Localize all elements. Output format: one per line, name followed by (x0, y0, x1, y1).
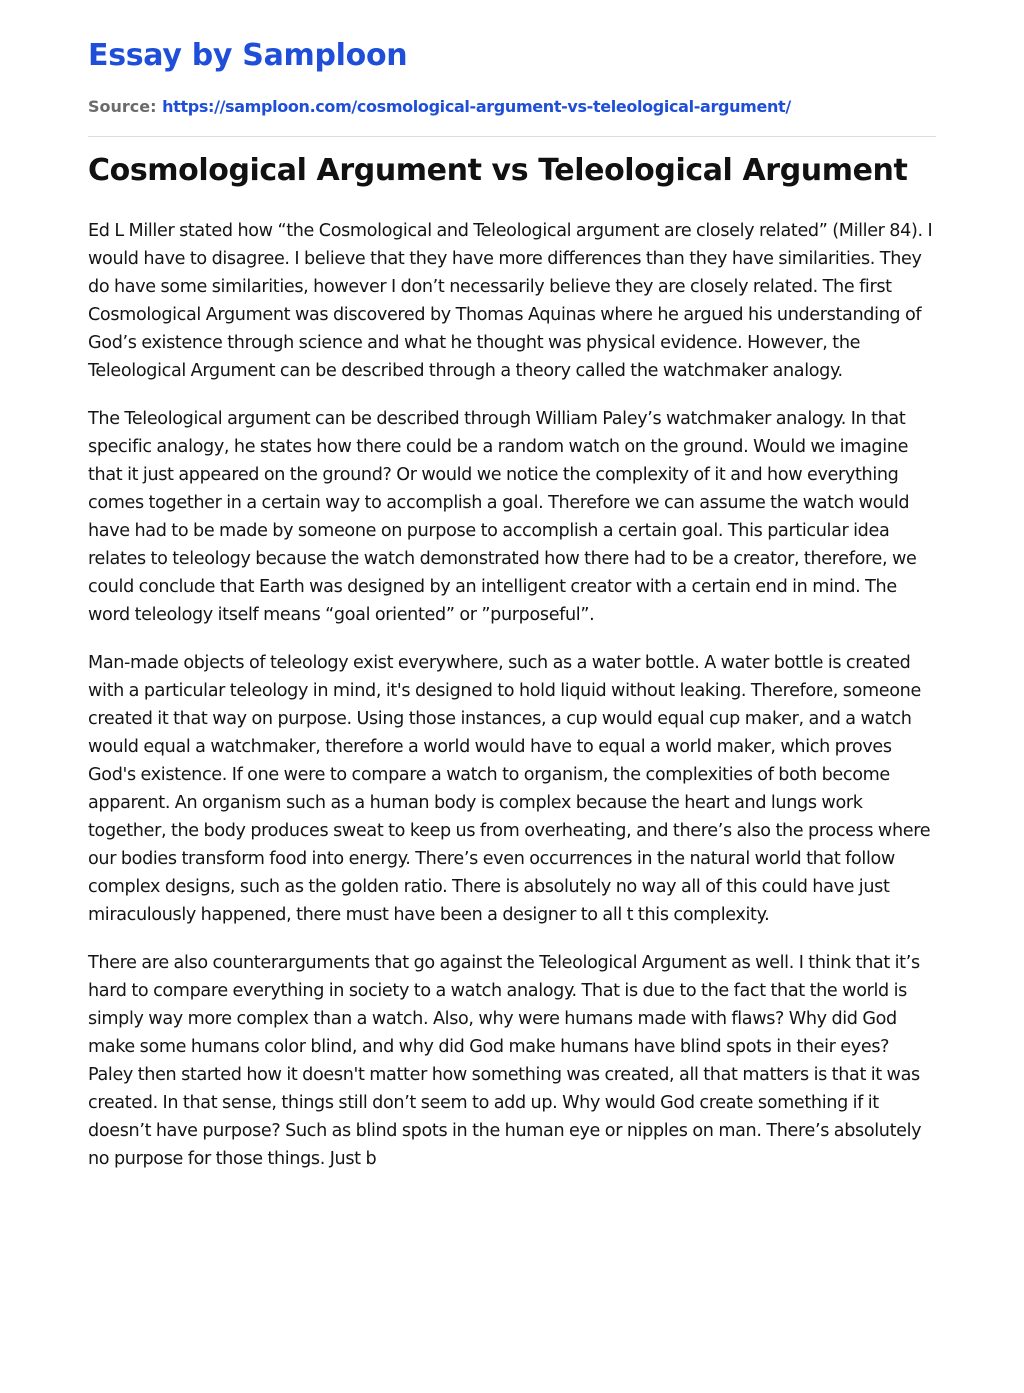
essay-body (88, 217, 936, 1173)
source-link[interactable]: https://samploon.com/cosmological-argument-vs-teleological-argument/ (162, 97, 791, 116)
site-title[interactable]: Essay by Samploon (88, 38, 408, 73)
essay-paragraph-2: The Teleological argument can be described through William Paley’s watchmaker analogy. In that specific analogy, he states how there could be a random watch on the ground. Would we imagine that it just appeared on the ground? Or would we notice the complexity of it and how everything comes together in a certain way to accomplish a goal. Therefore we can assume the watch would have had to be made by someone on purpose to accomplish a certain goal. This particular idea relates to teleology because the watch demonstrated how there had to be a creator, therefore, we could conclude that Earth was designed by an intelligent creator with a certain end in mind. The word teleology itself means “goal oriented” or ”purposeful”. (88, 409, 917, 625)
essay-paragraph-1: Ed L Miller stated how “the Cosmological and Teleological argument are closely related” (Miller 84). I would have to disagree. I believe that they have more differences than they have similarities. They do have some similarities, however I don’t necessarily believe they are closely related. The first Cosmological Argument was discovered by Thomas Aquinas where he argued his understanding of God’s existence through science and what he thought was physical evidence. However, the Teleological Argument can be described through a theory called the watchmaker analogy. (88, 221, 933, 381)
source-line (88, 96, 936, 118)
essay-page (88, 0, 936, 1173)
essay-paragraph-4: There are also counterarguments that go against the Teleological Argument as well. I think that it’s hard to compare everything in society to a watch analogy. That is due to the fact that the world is simply way more complex than a watch. Also, why were humans made with flaws? Why did God make some humans color blind, and why did God make humans have blind spots in their eyes? Paley then started how it doesn't matter how something was created, all that matters is that it was created. In that sense, things still don’t seem to add up. Why would God create something if it doesn’t have purpose? Such as blind spots in the human eye or nipples on man. There’s absolutely no purpose for those things. Just b (88, 953, 922, 1169)
essay-title: Cosmological Argument vs Teleological Argument (88, 153, 908, 188)
essay-paragraph-3: Man-made objects of teleology exist everywhere, such as a water bottle. A water bottle is created with a particular teleology in mind, it's designed to hold liquid without leaking. Therefore, someone created it that way on purpose. Using those instances, a cup would equal cup maker, and a watch would equal a watchmaker, therefore a world would have to equal a world maker, which proves God's existence. If one were to compare a watch to organism, the complexities of both become apparent. An organism such as a human body is complex because the heart and lungs work together, the body produces sweat to keep us from overheating, and there’s also the process where our bodies transform food into energy. There’s even occurrences in the natural world that follow complex designs, such as the golden ratio. There is absolutely no way all of this could have just miraculously happened, there must have been a designer to all t this complexity. (88, 653, 931, 925)
header-divider (88, 136, 936, 137)
source-label: Source: (88, 97, 157, 116)
